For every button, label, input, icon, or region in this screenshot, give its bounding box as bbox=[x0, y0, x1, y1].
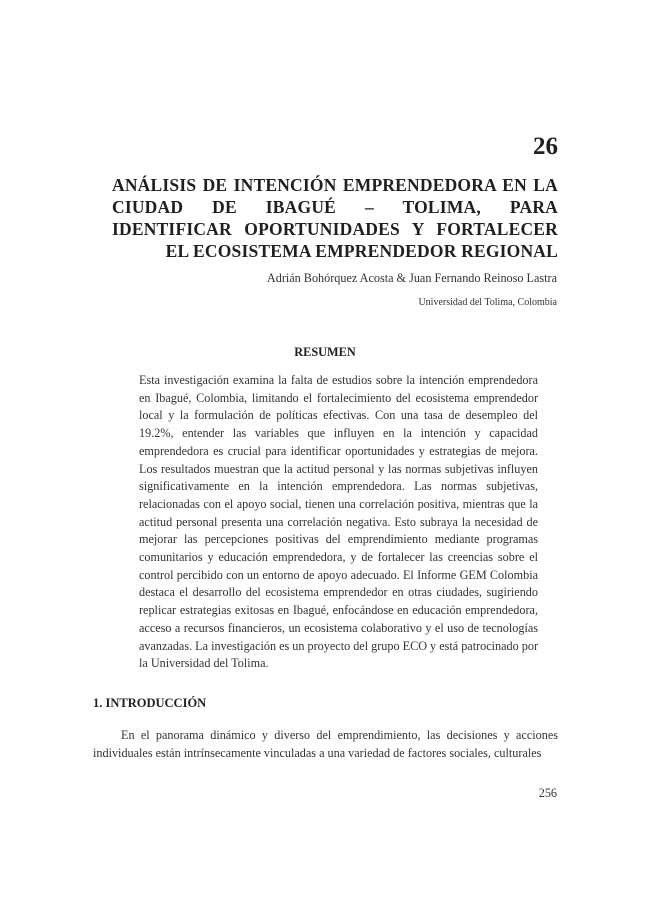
authors: Adrián Bohórquez Acosta & Juan Fernando Reinoso Lastra bbox=[266, 271, 557, 285]
page-number: 256 bbox=[538, 786, 557, 800]
affiliation: Universidad del Tolima, Colombia bbox=[418, 297, 557, 308]
chapter-title: ANÁLISIS DE INTENCIÓN EMPRENDEDORA EN LA CIUDAD DE IBAGUÉ – TOLIMA, PARA IDENTIFICAR OPORTUNIDADES Y FORTALECER EL ECOSISTEMA EMPRENDEDOR REGIONAL bbox=[112, 175, 558, 261]
chapter-number: 26 bbox=[533, 133, 558, 160]
introduction-body: En el panorama dinámico y diverso del emprendimiento, las decisiones y acciones individuales están intrínsecamente vinculadas a una variedad de factores sociales, culturales bbox=[93, 728, 558, 760]
abstract-body: Esta investigación examina la falta de estudios sobre la intención emprendedora en Ibagué, Colombia, limitando el fortalecimiento del ecosistema emprendedor local y la formulación de políticas efectivas. Con una tasa de desempleo del 19.2%, entender las variables que influyen en la intención y capacidad emprendedora es crucial para identificar oportunidades y estrategias de mejora. Los resultados muestran que la actitud personal y las normas subjetivas influyen significativamente en la intención emprendedora. Las normas subjetivas, relacionadas con el apoyo social, tienen una correlación positiva, mientras que la actitud personal presenta una correlación negativa. Esto subraya la necesidad de mejorar las percepciones positivas del emprendimiento mediante programas comunitarios y educación emprendedora, y de fortalecer las creencias sobre el control percibido con un entorno de apoyo adecuado. El Informe GEM Colombia destaca el desarrollo del ecosistema emprendedor en otras ciudades, sugiriendo replicar estrategias exitosas en Ibagué, enfocándose en educación emprendedora, acceso a recursos financieros, un ecosistema colaborativo y el uso de tecnologías avanzadas. La investigación es un proyecto del grupo ECO y está patrocinado por la Universidad del Tolima. bbox=[139, 373, 539, 671]
abstract-heading: RESUMEN bbox=[294, 345, 356, 359]
section-heading: 1. INTRODUCCIÓN bbox=[93, 696, 207, 710]
